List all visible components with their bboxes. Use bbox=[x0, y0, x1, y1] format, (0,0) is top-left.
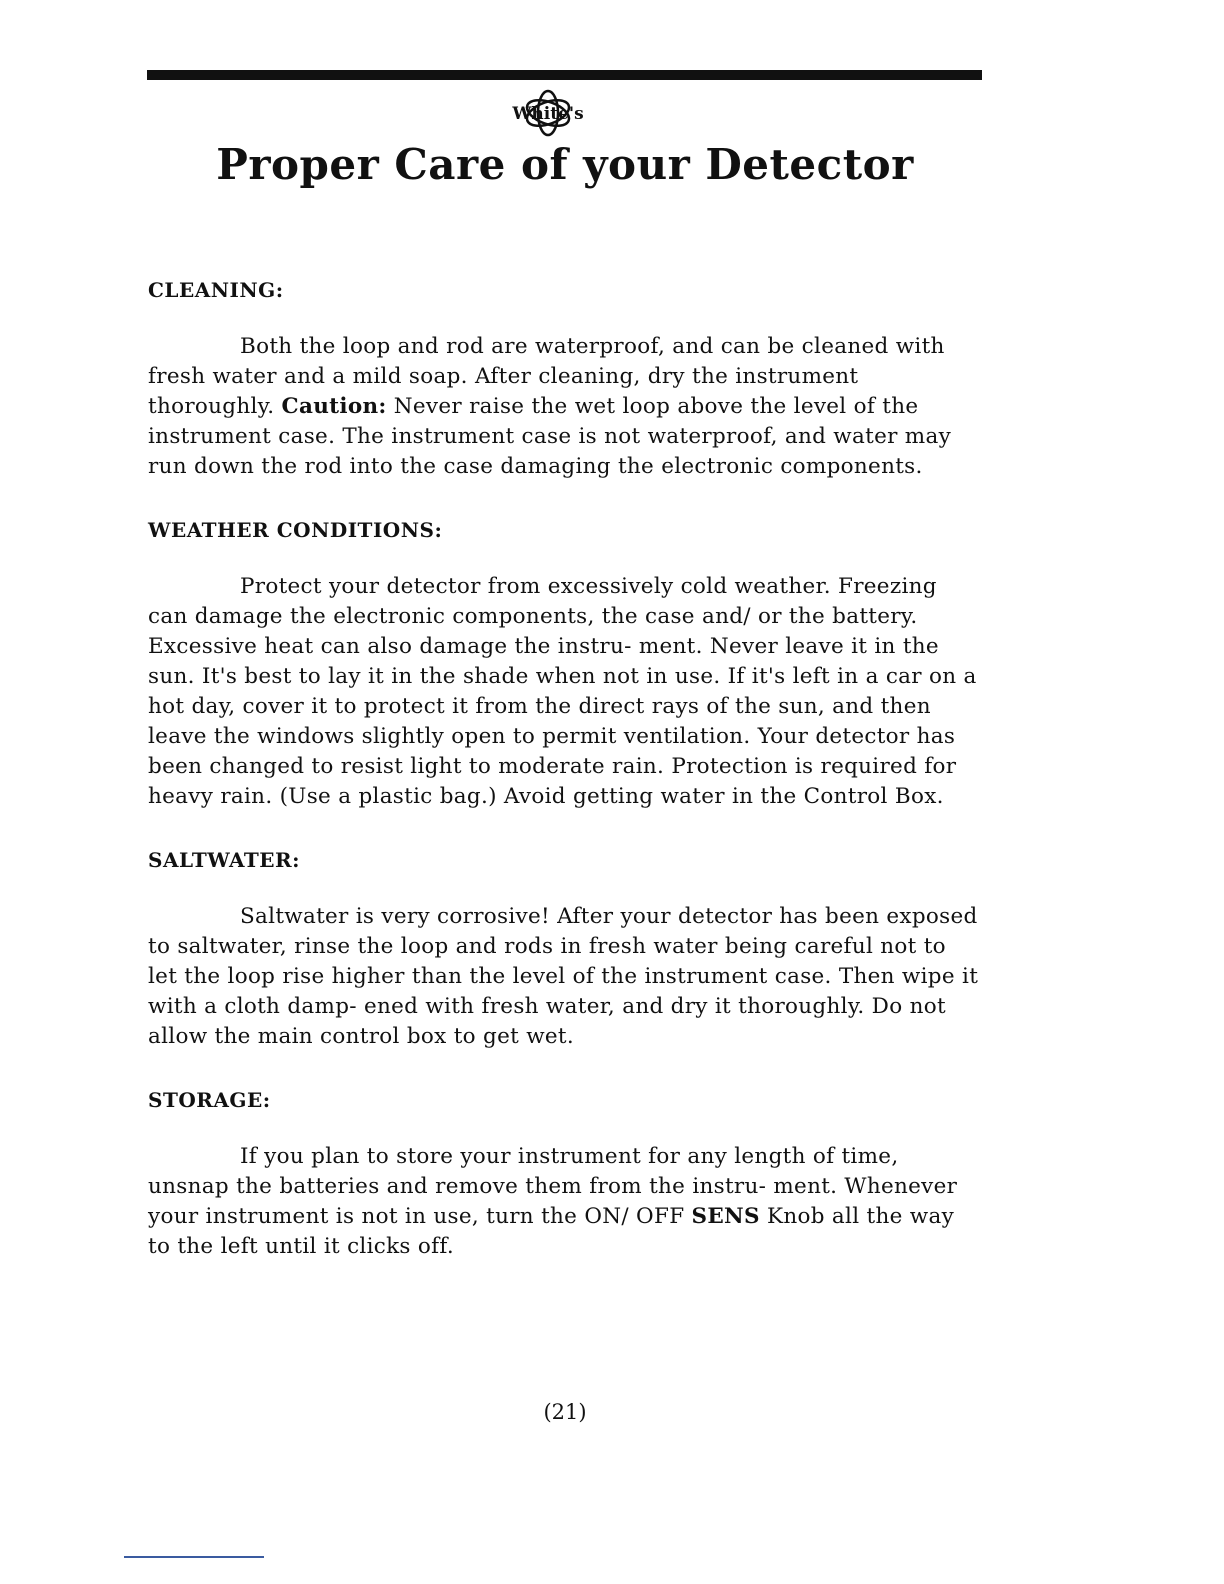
section-heading: WEATHER CONDITIONS: bbox=[148, 518, 443, 542]
bottom-rule bbox=[124, 1556, 264, 1558]
section-text bbox=[148, 1142, 982, 1262]
section-text: Protect your detector from excessively cold weather. Freezing can damage the electronic components, the case and/ or the battery. Excessive heat can also damage the instru- ment. Never leave it in the sun. It's best to lay it in the shade when not in use. If it's left in a car on a hot day, cover it to protect it from the direct rays of the sun, and then leave the windows slightly open to permit ventilation. Your detector has been changed to resist light to moderate rain. Protection is required for heavy rain. (Use a plastic bag.) Avoid getting water in the Control Box. bbox=[148, 574, 977, 809]
section-heading: SALTWATER: bbox=[148, 848, 301, 872]
top-rule bbox=[147, 70, 982, 80]
text-run: Both the loop and rod are waterproof, and can be cleaned with fresh water and a mild soap. After cleaning, dry the instrument thoroughly. bbox=[148, 334, 945, 419]
section-heading: CLEANING: bbox=[148, 278, 284, 302]
section-storage bbox=[148, 1088, 982, 1262]
whites-logo bbox=[512, 86, 596, 140]
section-text: Saltwater is very corrosive! After your detector has been exposed to saltwater, rinse the loop and rods in fresh water being careful not to let the loop rise higher than the level of the instrument case. Then wipe it with a cloth damp- ened with fresh water, and dry it thoroughly. Do not allow the main control box to get wet. bbox=[148, 904, 979, 1049]
section-heading: STORAGE: bbox=[148, 1088, 271, 1112]
section-cleaning bbox=[148, 278, 982, 482]
document-body bbox=[148, 278, 982, 1298]
text-run: If you plan to store your instrument for any length of time, unsnap the batteries and remove them from the instru- ment. Whenever your instrument is not in use, turn the ON/ OFF bbox=[148, 1144, 958, 1229]
page-title: Proper Care of your Detector bbox=[216, 140, 914, 189]
sens-label: SENS bbox=[691, 1204, 760, 1229]
logo-text: White's bbox=[512, 104, 584, 124]
section-text bbox=[148, 332, 982, 482]
text-run: Knob all the way to the left until it clicks off. bbox=[148, 1204, 955, 1259]
text-run: Never raise the wet loop above the level of the instrument case. The instrument case is not waterproof, and water may run down the rod into the case damaging the electronic components. bbox=[148, 394, 952, 479]
section-weather-conditions bbox=[148, 518, 982, 812]
section-saltwater bbox=[148, 848, 982, 1052]
page-number: (21) bbox=[543, 1400, 587, 1424]
caution-label: Caution: bbox=[281, 394, 387, 419]
